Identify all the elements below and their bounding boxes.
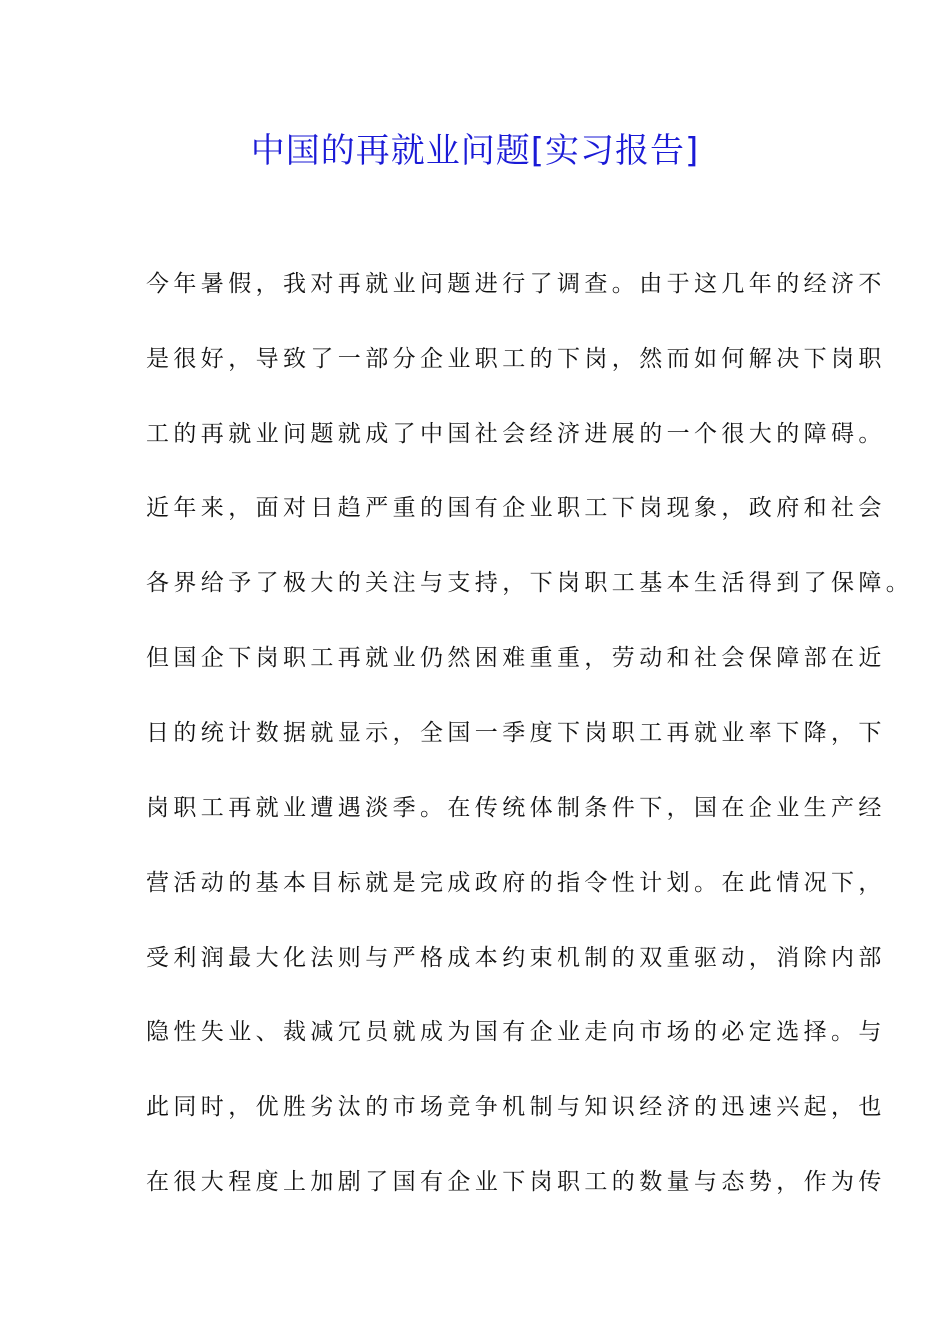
body-line: 此同时，优胜劣汰的市场竞争机制与知识经济的迅速兴起，也: [146, 1094, 886, 1120]
body-line: 日的统计数据就显示，全国一季度下岗职工再就业率下降，下: [146, 720, 886, 746]
body-line: 是很好，导致了一部分企业职工的下岗，然而如何解决下岗职: [146, 346, 886, 372]
body-line: 岗职工再就业遭遇淡季。在传统体制条件下，国在企业生产经: [146, 795, 886, 821]
body-line: 隐性失业、裁减冗员就成为国有企业走向市场的必定选择。与: [146, 1019, 886, 1045]
body-line: 营活动的基本目标就是完成政府的指令性计划。在此情况下，: [146, 870, 886, 896]
body-line: 今年暑假，我对再就业问题进行了调查。由于这几年的经济不: [146, 271, 886, 297]
body-line: 但国企下岗职工再就业仍然困难重重，劳动和社会保障部在近: [146, 645, 886, 671]
body-line: 各界给予了极大的关注与支持，下岗职工基本生活得到了保障。: [146, 570, 914, 596]
body-line: 受利润最大化法则与严格成本约束机制的双重驱动，消除内部: [146, 945, 886, 971]
document-title: 中国的再就业问题[实习报告]: [250, 131, 700, 171]
body-line: 工的再就业问题就成了中国社会经济进展的一个很大的障碍。: [146, 421, 886, 447]
body-line: 近年来，面对日趋严重的国有企业职工下岗现象，政府和社会: [146, 495, 886, 521]
body-line: 在很大程度上加剧了国有企业下岗职工的数量与态势，作为传: [146, 1169, 886, 1195]
